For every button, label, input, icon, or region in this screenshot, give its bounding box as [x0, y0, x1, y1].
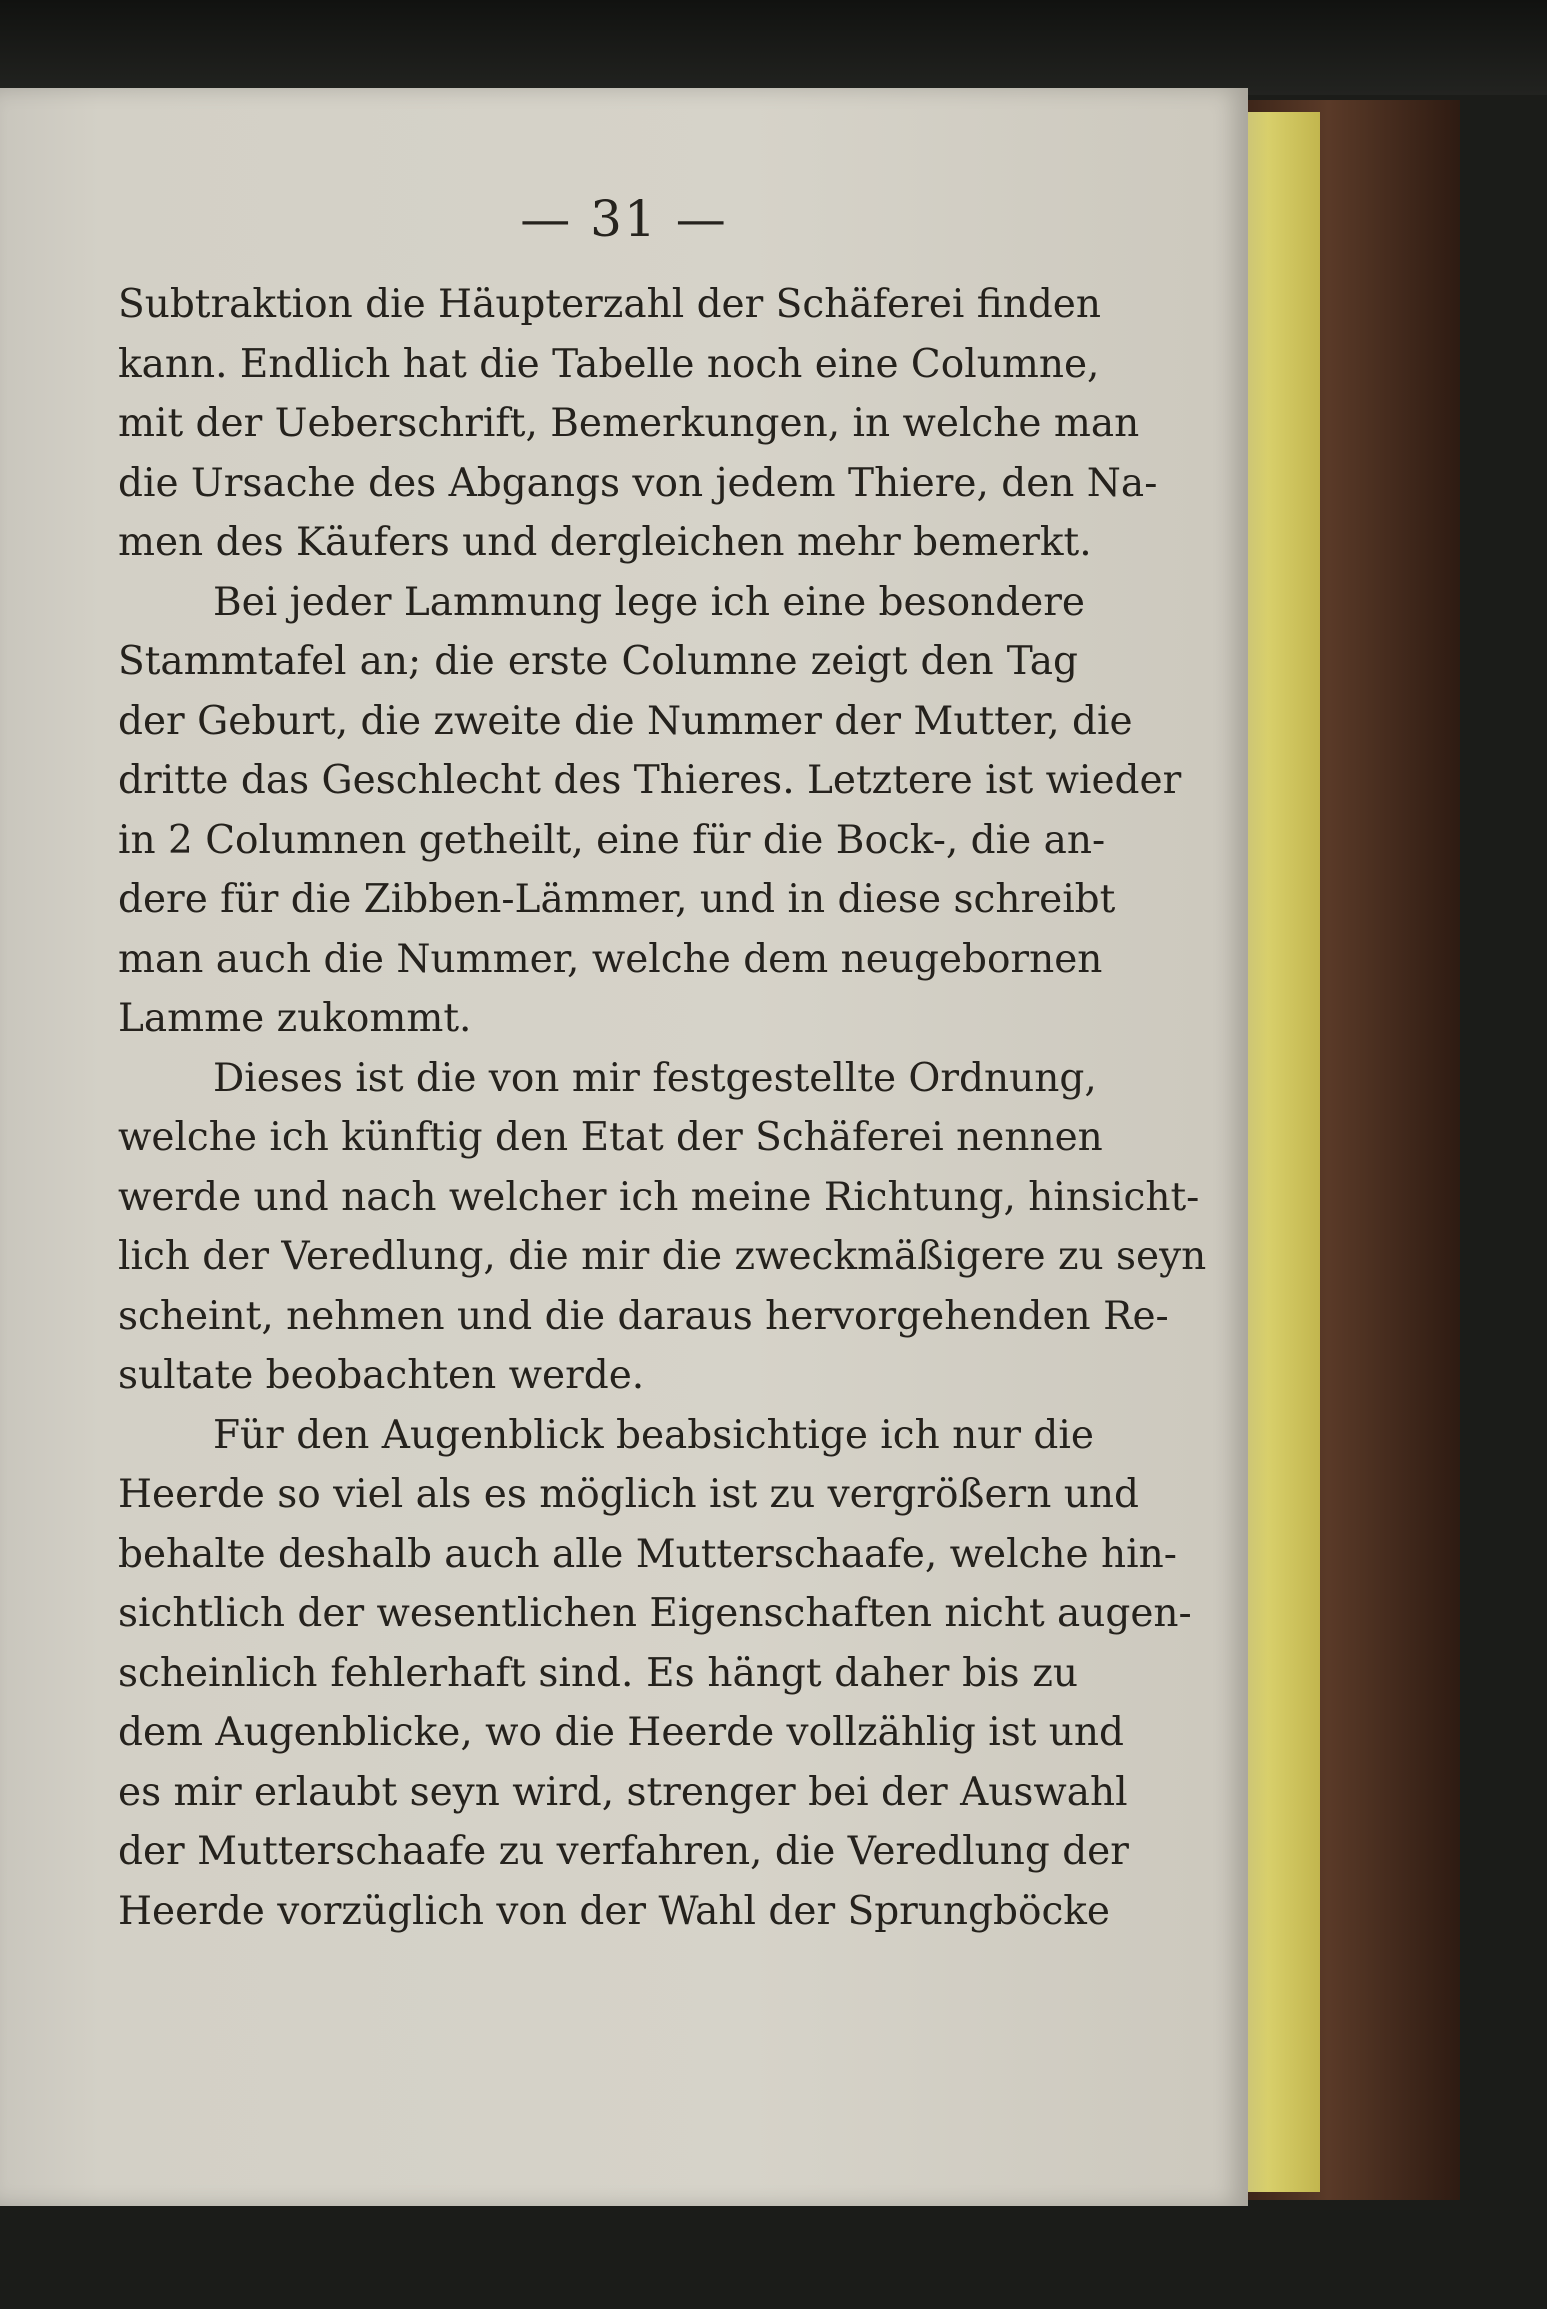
text-line: Lamme zukommt. [118, 996, 472, 1041]
paragraph [118, 275, 1158, 573]
text-line: sultate beobachten werde. [118, 1353, 645, 1398]
page-number-header: — 31 — [520, 190, 728, 248]
text-line: es mir erlaubt seyn wird, strenger bei der Auswahl [118, 1769, 1128, 1815]
text-line: lich der Veredlung, die mir die zweckmäßigere zu seyn [118, 1234, 1207, 1279]
text-line: behalte deshalb auch alle Mutterschaafe, welche hin- [118, 1531, 1177, 1577]
text-line: welche ich künftig den Etat der Schäferei nennen [118, 1115, 1103, 1160]
text-line: dritte das Geschlecht des Thieres. Letztere ist wieder [118, 758, 1182, 803]
text-line: die Ursache des Abgangs von jedem Thiere, den Na- [118, 460, 1158, 506]
text-line: scheint, nehmen und die daraus hervorgehenden Re- [118, 1293, 1169, 1339]
page-body-text [118, 275, 1207, 1941]
text-line: Bei jeder Lammung lege ich eine besondere [213, 579, 1085, 625]
text-line: Dieses ist die von mir festgestellte Ordnung, [213, 1055, 1097, 1101]
text-line: mit der Ueberschrift, Bemerkungen, in welche man [118, 401, 1140, 446]
text-line: kann. Endlich hat die Tabelle noch eine Columne, [118, 341, 1100, 387]
paragraph [118, 1049, 1207, 1406]
text-line: dem Augenblicke, wo die Heerde vollzählig ist und [118, 1710, 1125, 1755]
text-line: Subtraktion die Häupterzahl der Schäferei finden [118, 282, 1101, 327]
text-line: in 2 Columnen getheilt, eine für die Bock-, die an- [118, 817, 1106, 863]
paragraph [118, 573, 1182, 1049]
text-line: der Geburt, die zweite die Nummer der Mutter, die [118, 698, 1133, 744]
text-line: Für den Augenblick beabsichtige ich nur die [213, 1412, 1094, 1458]
text-line: werde und nach welcher ich meine Richtung, hinsicht- [118, 1174, 1200, 1220]
paragraph [118, 1406, 1192, 1942]
text-line: man auch die Nummer, welche dem neugebornen [118, 936, 1103, 982]
text-line: Stammtafel an; die erste Columne zeigt den Tag [118, 639, 1078, 684]
text-line: sichtlich der wesentlichen Eigenschaften nicht augen- [118, 1591, 1192, 1636]
text-line: scheinlich fehlerhaft sind. Es hängt daher bis zu [118, 1650, 1078, 1696]
page-block-edge [1238, 112, 1320, 2192]
text-line: der Mutterschaafe zu verfahren, die Veredlung der [118, 1829, 1129, 1874]
scanner-bed [0, 0, 1547, 95]
text-line: Heerde so viel als es möglich ist zu vergrößern und [118, 1472, 1139, 1517]
text-line: dere für die Zibben-Lämmer, und in diese schreibt [118, 877, 1116, 922]
text-line: Heerde vorzüglich von der Wahl der Sprungböcke [118, 1888, 1111, 1934]
text-line: men des Käufers und dergleichen mehr bemerkt. [118, 520, 1092, 565]
